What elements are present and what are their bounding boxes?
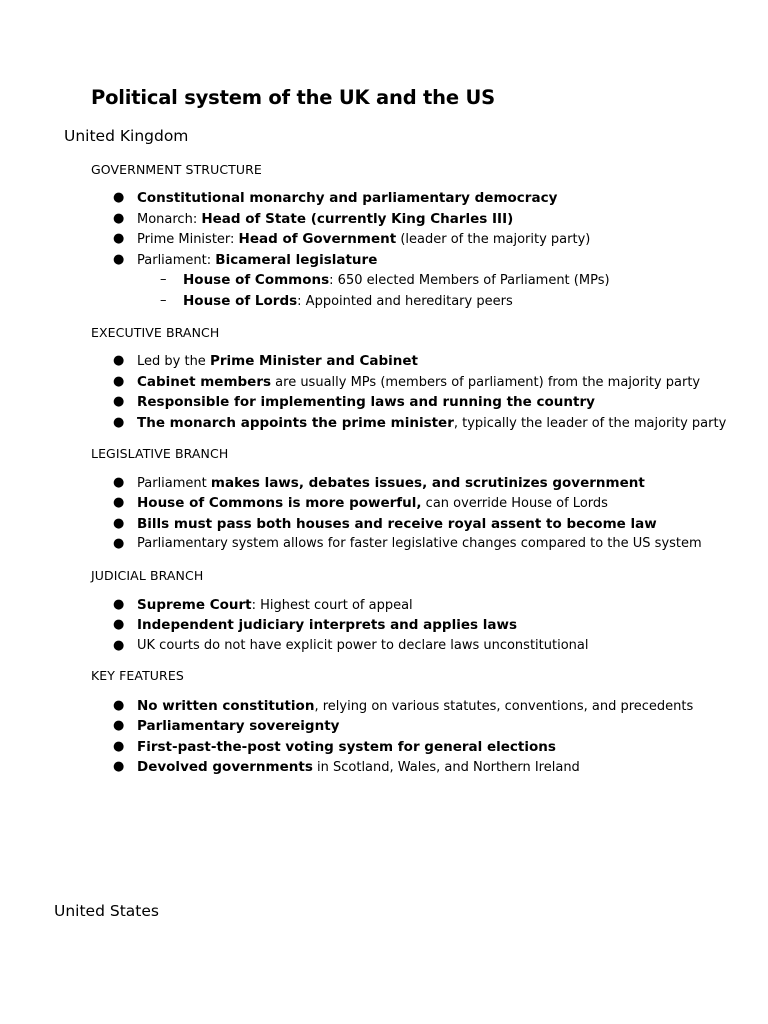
us-heading: United States (54, 902, 159, 920)
bold-text: Prime Minister and Cabinet (209, 353, 418, 369)
dash-icon: – (160, 272, 167, 287)
bullet-icon: ● (113, 190, 125, 205)
bold-text: House of Commons (183, 272, 330, 288)
bold-text: Devolved governments (137, 759, 313, 775)
bullet-icon: ● (113, 698, 125, 713)
list-item (113, 352, 418, 371)
list-item (113, 189, 558, 208)
list-item (113, 616, 517, 635)
bullet-icon: ● (113, 536, 125, 551)
list-item (113, 474, 645, 493)
text: , typically the leader of the majority party (453, 416, 727, 431)
bullet-icon: ● (113, 475, 125, 490)
list-item (113, 637, 589, 655)
bold-text: The monarch appoints the prime minister (137, 415, 454, 431)
bullet-icon: ● (113, 617, 125, 632)
page-title: Political system of the UK and the US (91, 86, 495, 109)
bullet-icon: ● (113, 718, 125, 733)
bullet-icon: ● (113, 495, 125, 510)
bold-text: Supreme Court (137, 597, 252, 613)
list-item (113, 717, 340, 736)
key-features-heading: KEY FEATURES (91, 668, 184, 683)
list-item (113, 515, 657, 534)
list-item (113, 535, 702, 553)
bullet-icon: ● (113, 415, 125, 430)
bold-text: Cabinet members (137, 374, 272, 390)
list-item (113, 210, 514, 229)
text: Led by the (137, 354, 210, 369)
bullet-icon: ● (113, 516, 125, 531)
bullet-icon: ● (113, 374, 125, 389)
bold-text: Responsible for implementing laws and running the country (137, 394, 595, 410)
bullet-icon: ● (113, 252, 125, 267)
bold-text: House of Commons is more powerful, (137, 495, 422, 511)
text: UK courts do not have explicit power to declare laws unconstitutional (137, 638, 589, 653)
list-item (113, 251, 378, 270)
bold-text: Parliamentary sovereignty (137, 718, 340, 734)
text: can override House of Lords (421, 496, 608, 511)
bold-text: No written constitution (137, 698, 315, 714)
text: : Highest court of appeal (251, 598, 413, 613)
list-item (113, 738, 556, 757)
bold-text: makes laws, debates issues, and scrutinizes government (210, 475, 645, 491)
bold-text: Independent judiciary interprets and applies laws (137, 617, 517, 633)
bullet-icon: ● (113, 597, 125, 612)
executive-branch-heading: EXECUTIVE BRANCH (91, 325, 220, 340)
text: Parliament: (137, 253, 216, 268)
bold-text: First-past-the-post voting system for general elections (137, 739, 556, 755)
bold-text: Head of State (currently King Charles III) (201, 211, 514, 227)
text: Prime Minister: (137, 232, 239, 247)
uk-heading: United Kingdom (64, 127, 189, 145)
text: : Appointed and hereditary peers (297, 294, 513, 309)
bold-text: Bills must pass both houses and receive royal assent to become law (137, 516, 657, 532)
bullet-icon: ● (113, 211, 125, 226)
bold-text: House of Lords (183, 293, 298, 309)
bold-text: Bicameral legislature (215, 252, 378, 268)
sub-list-item (160, 271, 610, 290)
bullet-icon: ● (113, 231, 125, 246)
judicial-branch-heading: JUDICIAL BRANCH (91, 568, 204, 583)
list-item (113, 596, 413, 615)
sub-list-item (160, 292, 513, 311)
bullet-icon: ● (113, 394, 125, 409)
text: Monarch: (137, 212, 202, 227)
government-structure-heading: GOVERNMENT STRUCTURE (91, 162, 262, 177)
list-item (113, 393, 595, 412)
dash-icon: – (160, 293, 167, 308)
list-item (113, 494, 608, 513)
text: Parliament (137, 476, 211, 491)
bold-text: Head of Government (238, 231, 397, 247)
list-item (113, 414, 727, 433)
text: in Scotland, Wales, and Northern Ireland (312, 760, 580, 775)
text: , relying on various statutes, conventions, and precedents (314, 699, 694, 714)
bullet-icon: ● (113, 638, 125, 653)
bold-text: Constitutional monarchy and parliamentary democracy (137, 190, 558, 206)
bullet-icon: ● (113, 739, 125, 754)
text: are usually MPs (members of parliament) from the majority party (271, 375, 701, 390)
list-item (113, 230, 591, 249)
legislative-branch-heading: LEGISLATIVE BRANCH (91, 446, 229, 461)
list-item (113, 758, 580, 777)
list-item (113, 373, 701, 392)
list-item (113, 697, 694, 716)
text: : 650 elected Members of Parliament (MPs) (329, 273, 610, 288)
bullet-icon: ● (113, 353, 125, 368)
text: Parliamentary system allows for faster legislative changes compared to the US system (137, 536, 702, 551)
bullet-icon: ● (113, 759, 125, 774)
text: (leader of the majority party) (396, 232, 591, 247)
